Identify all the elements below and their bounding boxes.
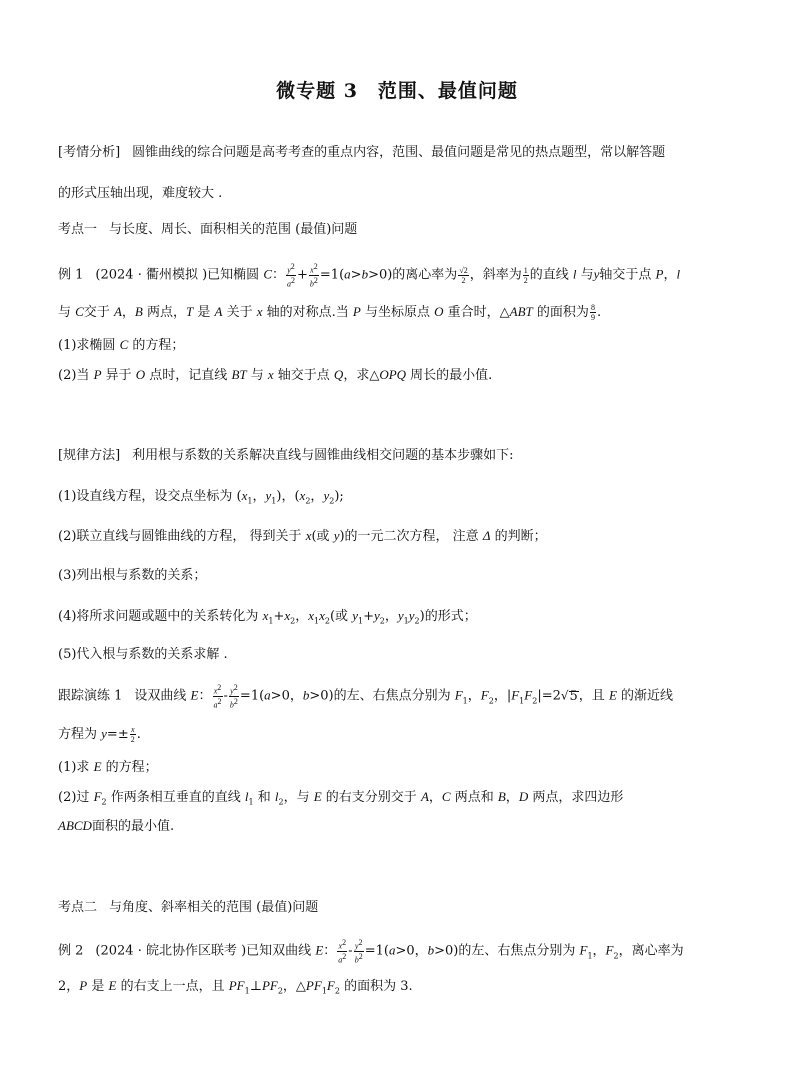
fraction: $\frac{y^2}{b^2}$ <box>354 938 363 965</box>
ex1-q1: (1)求椭圆 C 的方程； <box>58 337 185 353</box>
analysis-line-1 <box>58 143 754 163</box>
analysis-line-2: 的形式压轴出现，难度较大 . <box>58 186 223 201</box>
fraction: $\frac{x}{2}$ <box>130 725 135 744</box>
drill-q2: (2)过 $F_2$ 作两条相互垂直的直线 $l_1$ 和 $l_2$，与 E 的右支分别交于 A，C 两点和 B，D 两点，求四边形 <box>58 789 624 807</box>
fraction: $\frac{y^2}{a^2}$ <box>287 262 295 289</box>
drill-line-1: 跟踪演练 1 设双曲线 E： $\frac{x^2}{a^2}$ - $\frac{y^2}{b^2}$ =1(a>0，b>0)的左、右焦点分别为 $F_1$，$F_2$，$|F_1F_2|=2√5$，且 E 的渐近线 <box>58 683 674 710</box>
fraction: $\frac{1}{2}$ <box>523 265 528 285</box>
page-title: 微专题 3 范围、最值问题 <box>276 80 518 102</box>
ex1-line-2: 与 C交于 A，B 两点，T 是 A 关于 x 轴的对称点.当 P 与坐标原点 O 重合时，△ABT 的面积为 $\frac{8}{9}$ . <box>58 303 602 322</box>
fraction: $\frac{√2}{2}$ <box>459 265 468 285</box>
fraction: $\frac{8}{9}$ <box>590 303 595 322</box>
kp2-heading <box>58 898 754 918</box>
ex2-source: (2024 · 皖北协作区联考 ) <box>95 943 247 959</box>
kp2-text: 与角度、斜率相关的范围 (最值)问题 <box>109 900 319 915</box>
method-step-1: (1)设直线方程，设交点坐标为 ($x_1$，$y_1$)，($x_2$，$y_2$); <box>58 488 344 506</box>
ex1-q2: (2)当 P 异于 O 点时，记直线 BT 与 x 轴交于点 Q，求△OPQ 周长的最小值. <box>58 367 493 383</box>
fraction: $\frac{x^2}{b^2}$ <box>309 262 318 289</box>
method-step-5: (5)代入根与系数的关系求解 . <box>58 647 228 662</box>
kp2-label: 考点二 <box>58 900 98 915</box>
ex1-label: 例 1 <box>58 267 84 283</box>
fraction: $\frac{x^2}{a^2}$ <box>213 683 222 710</box>
ex1-line-1: 例 1 (2024 · 衢州模拟 )已知椭圆 C： $\frac{y^2}{a^2}$ + $\frac{x^2}{b^2}$ =1(a>b>0)的离心率为 $\frac{√2}{2}$ ，斜率为 $\frac{1}{2}$ 的直线 l 与y轴交于点 P，l <box>58 262 681 289</box>
drill-line-2: 方程为 y=± $\frac{x}{2}$ . <box>58 725 141 744</box>
ex2-line-2: 2，P 是 E 的右支上一点，且 $PF_1\perp PF_2$，$\triangle PF_1F_2$ 的面积为 3. <box>58 978 413 996</box>
ex1-source: (2024 · 衢州模拟 ) <box>95 267 208 283</box>
ex2-label: 例 2 <box>58 943 84 959</box>
analysis-label: [考情分析] <box>58 145 121 160</box>
fraction: $\frac{y^2}{b^2}$ <box>229 683 238 710</box>
method-step-3: (3)列出根与系数的关系； <box>58 568 207 583</box>
kp1-text: 与长度、周长、面积相关的范围 (最值)问题 <box>109 222 358 237</box>
method-heading: [规律方法] 利用根与系数的关系解决直线与圆锥曲线相交问题的基本步骤如下: <box>58 448 514 463</box>
kp1-label: 考点一 <box>58 222 98 237</box>
fraction: $\frac{x^2}{a^2}$ <box>338 938 347 965</box>
method-label: [规律方法] <box>58 448 121 463</box>
kp1-heading <box>58 220 754 240</box>
drill-q1: (1)求 E 的方程； <box>58 759 158 775</box>
method-step-4: (4)将所求问题或题中的关系转化为 $x_1+x_2$，$x_1x_2$(或 $y_1+y_2$，$y_1y_2$)的形式； <box>58 608 477 626</box>
method-step-2: (2)联立直线与圆锥曲线的方程， 得到关于 x(或 y)的一元二次方程， 注意 Δ 的判断； <box>58 528 547 544</box>
ex2-line-1: 例 2 (2024 · 皖北协作区联考 )已知双曲线 E： $\frac{x^2}{a^2}$ - $\frac{y^2}{b^2}$ =1(a>0，b>0)的左、右焦点分别为 $F_1$，$F_2$，离心率为 <box>58 938 684 965</box>
analysis-text: 圆锥曲线的综合问题是高考考查的重点内容，范围、最值问题是常见的热点题型，常以解答题 <box>132 145 666 160</box>
drill-label: 跟踪演练 1 <box>58 688 123 704</box>
drill-q2-cont: ABCD面积的最小值. <box>58 818 175 834</box>
